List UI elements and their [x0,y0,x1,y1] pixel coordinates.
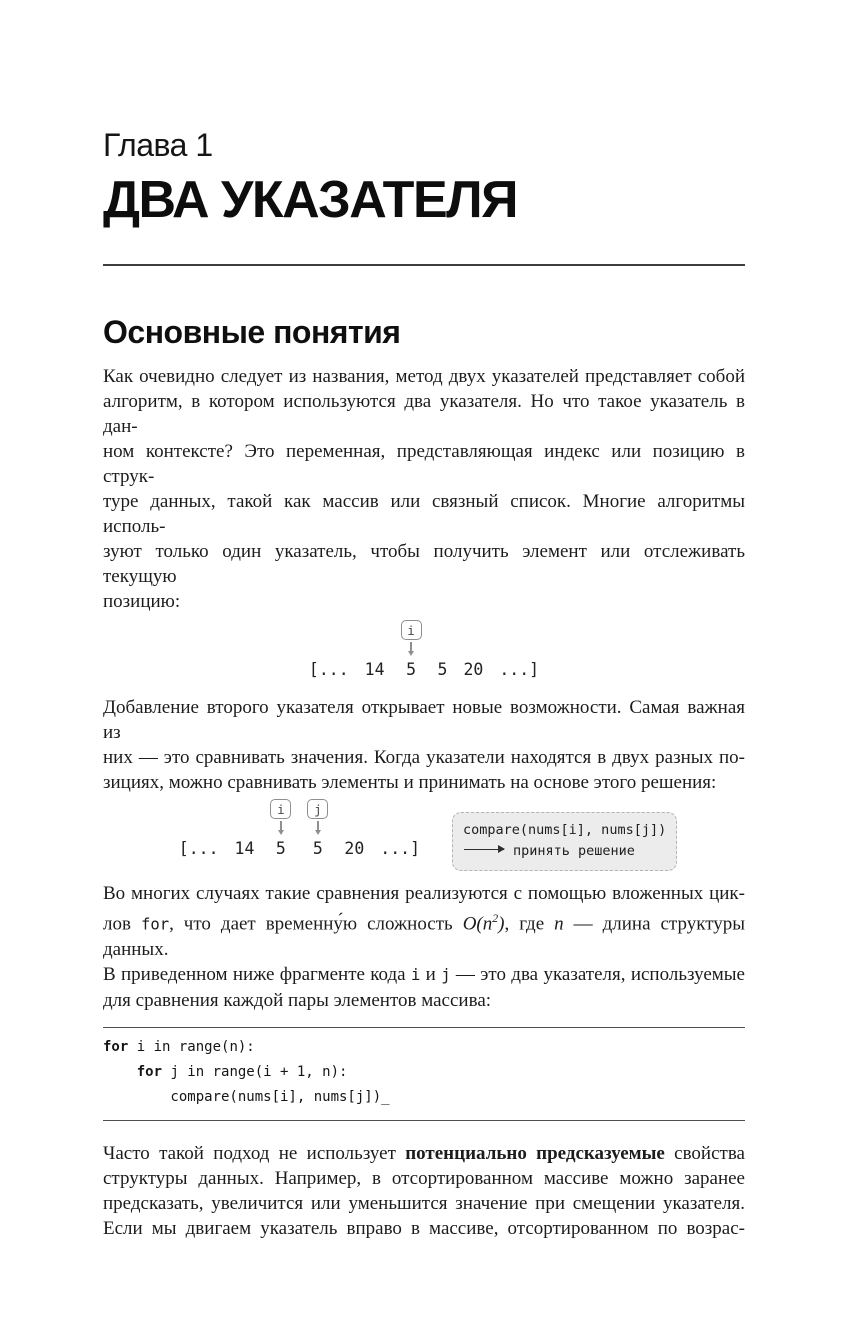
text-segment: — это два указателя, используемые [450,964,745,986]
array-token: ...] [380,839,421,858]
text-segment: свойства [664,1143,745,1165]
text-segment: позицию: [103,591,181,612]
compare-note-box [452,812,677,871]
down-arrow-icon [408,642,414,656]
text-segment: — длина структуры данных. [103,913,746,961]
code-segment: for [136,1064,163,1081]
text-line [103,770,745,795]
text-segment: зициях, можно сравнивать элементы и принимать на основе этого решения: [103,772,717,793]
text-line [103,539,745,589]
text-segment: Часто такой подход не использует [103,1143,406,1165]
code-segment: compare(nums[i], nums[j])_ [103,1089,390,1106]
text-line [103,881,745,906]
array-token-col [463,656,483,681]
text-segment: Как очевидно следует из названия, метод двух указателей представляет собой [103,366,745,387]
text-line [103,1191,745,1216]
text-segment: Добавление второго указателя открывает новые возможности. Самая важная из [103,697,745,743]
text-segment: Если мы двигаем указатель вправо в массиве, отсортированном по возрас- [103,1218,745,1240]
text-line [103,988,745,1013]
pointer-box-i: i [270,799,291,819]
code-segment: for [103,1039,129,1056]
array-token-col [401,620,422,681]
text-segment: n [554,913,564,935]
text-segment: O(n [462,913,493,935]
text-segment: и [420,964,442,986]
text-segment: для сравнения каждой пары элементов массива: [103,990,492,1012]
array-token: 5 [406,660,416,679]
array-token-col [307,799,328,860]
text-segment: потенциально предсказуемые [405,1143,665,1165]
array-token: 14 [234,839,255,858]
text-segment: ном контексте? Это переменная, представляющая индекс или позицию в струк- [103,441,745,487]
section-title: Основные понятия [103,314,401,350]
text-line [103,962,745,988]
text-segment: В приведенном ниже фрагменте кода [103,964,411,986]
code-line [103,1085,745,1110]
chapter-label: Глава 1 [103,127,213,163]
paragraph-second-pointer [103,695,745,795]
code-segment [103,1064,137,1080]
text-line [103,439,745,489]
array-with-two-pointers [171,799,428,860]
long-right-arrow-icon [464,849,504,850]
text-segment: i [410,966,421,985]
array-token: 14 [364,660,385,679]
text-line [103,489,745,539]
code-block [103,1027,745,1121]
text-segment: алгоритм, в котором используются два указателя. Но что такое указатель в дан- [103,391,745,437]
array-token-col [499,656,539,681]
array-token-col [344,835,364,860]
text-line [103,389,745,439]
text-segment: туре данных, такой как массив или связный список. Многие алгоритмы исполь- [103,491,745,537]
text-segment: , что дает временну́ю сложность [169,913,463,935]
array-token-col [365,656,385,681]
text-segment: ) [498,913,505,935]
down-arrow-icon [278,821,284,835]
array-token-col [235,835,255,860]
text-line [103,745,745,770]
paragraph-predictable [103,1141,745,1241]
array-token: 20 [344,839,365,858]
array-token-col [270,799,291,860]
text-segment: них — это сравнивать значения. Когда указатели находятся в двух разных по- [103,747,745,768]
text-segment: , где [504,913,555,935]
array-token: [... [178,839,219,858]
array-token: 20 [463,660,484,679]
code-line [103,1060,745,1085]
chapter-title: ДВА УКАЗАТЕЛЯ [103,171,517,229]
compare-code-text: compare(nums[i], nums[j]) [463,822,667,838]
text-segment: 2 [492,912,499,925]
array-token: 5 [312,839,323,858]
down-arrow-icon [315,821,321,835]
array-token-col [309,656,349,681]
text-line [103,906,745,962]
text-segment: Во многих случаях такие сравнения реализуются с помощью вложенных цик- [103,883,745,904]
text-segment: структуры данных. Например, в отсортированном массиве можно заранее [103,1168,745,1190]
code-segment: j in range(i + 1, n): [162,1064,348,1081]
text-segment: for [140,915,170,934]
book-page [0,126,849,1326]
pointer-box-j: j [307,799,328,819]
pointer-box-i: i [401,620,422,640]
array-token-col [438,656,448,681]
text-line [103,1166,745,1191]
two-pointer-diagram [103,799,745,871]
array-token-col [179,835,219,860]
text-segment: j [441,966,451,985]
array-token: ...] [499,660,540,679]
code-segment: i in range(n): [128,1039,255,1056]
text-segment: зуют только один указатель, чтобы получить элемент или отслеживать текущую [103,541,745,587]
text-line [103,1216,745,1241]
single-pointer-diagram [103,620,745,681]
decision-label: принять решение [513,843,635,859]
array-with-pointer [301,620,547,681]
code-line [103,1035,745,1060]
text-line [103,1141,745,1166]
text-segment: предсказать, увеличится или уменьшится значение при смещении указателя. [103,1193,745,1215]
title-divider [103,264,745,266]
array-token: [... [308,660,349,679]
array-token-col [380,835,420,860]
paragraph-complexity [103,881,745,1013]
text-line [103,364,745,389]
text-line [103,589,745,614]
paragraph-intro [103,364,745,614]
decision-line [463,841,666,862]
text-line [103,695,745,745]
array-token: 5 [275,839,286,858]
text-segment: лов [103,913,141,935]
array-token: 5 [437,660,448,679]
